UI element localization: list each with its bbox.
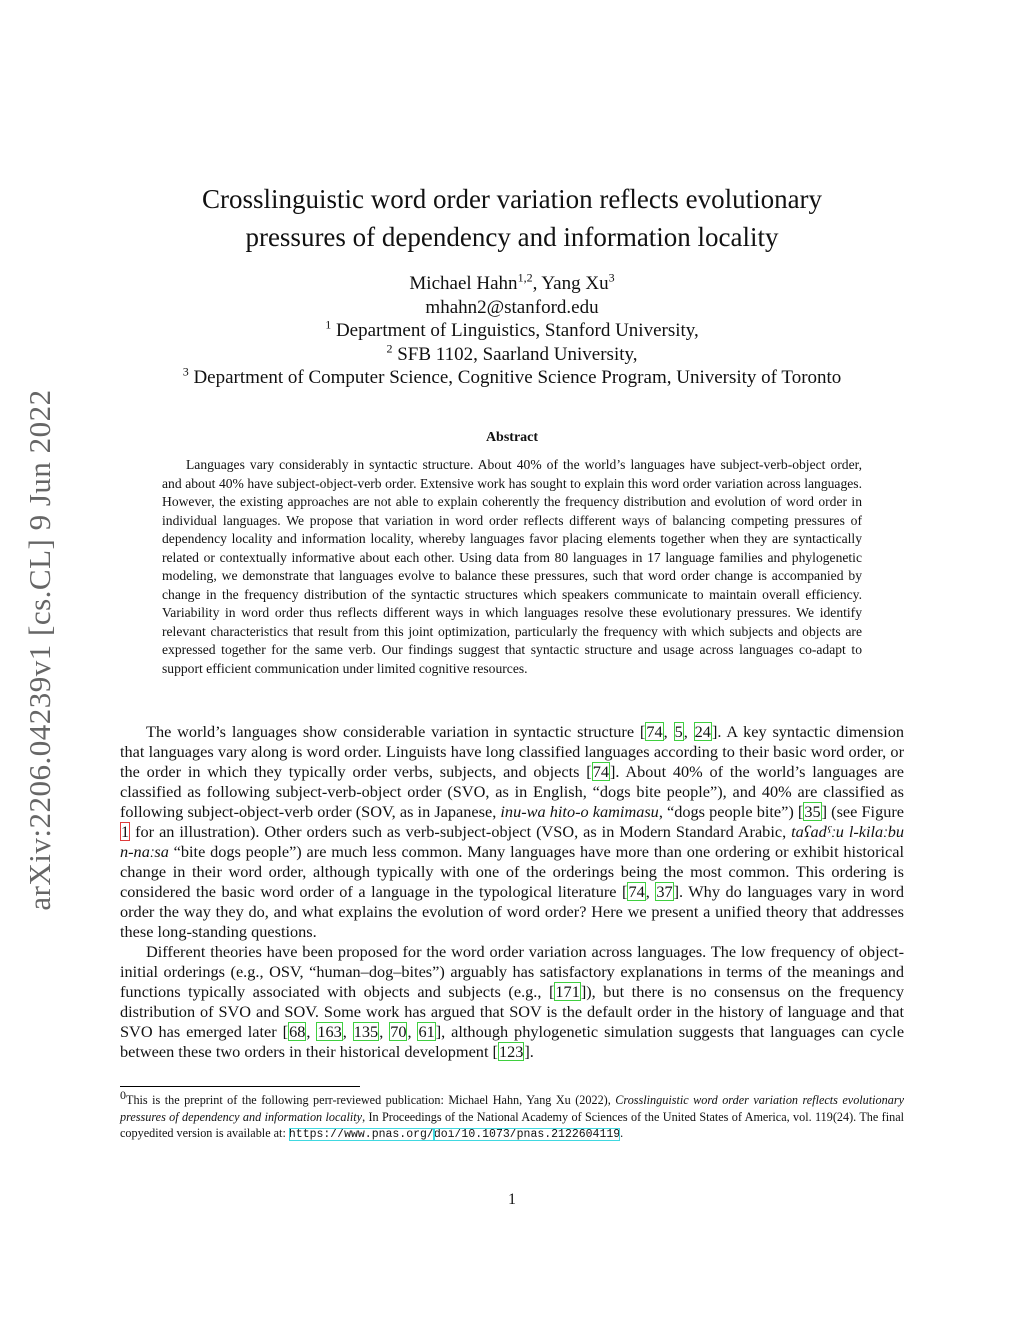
affiliation-2-text: SFB 1102, Saarland University,	[392, 343, 638, 365]
arxiv-stamp-text: arXiv:2206.04239v1 [cs.CL] 9 Jun 2022	[22, 389, 57, 911]
paper-title	[120, 180, 904, 256]
citation-link[interactable]: 74	[628, 882, 645, 901]
footnote-paper-title: Crosslinguistic word order variation reflects evolutionary pressures of dependency and information locality	[120, 1093, 904, 1124]
author-1-affiliation-marker: 1,2	[517, 270, 533, 285]
text-run: ]. Why do languages vary in word order the way they do, and what explains the evolution of word order? Here we present a unified theory that addresses these long-standing questions.	[120, 882, 904, 941]
text-run: ], although phylogenetic simulation suggests that languages can cycle between these two orders in their historical development [	[120, 1022, 905, 1061]
doi-url-link[interactable]: doi/10.1073/pnas.2122604119	[433, 1128, 621, 1141]
body-text	[120, 722, 904, 1062]
citation-link[interactable]: 74	[592, 762, 609, 781]
footnote	[120, 1087, 904, 1144]
text-run: The world’s languages show considerable variation in syntactic structure [	[146, 722, 646, 741]
footnote-text: .	[620, 1126, 624, 1140]
text-run: ].	[524, 1042, 534, 1061]
author-1: Michael Hahn	[409, 273, 518, 294]
author-names	[120, 272, 904, 296]
affiliation-2	[120, 343, 904, 367]
text-run: ]. About 40% of the world’s languages are classified as following subject-verb-object order (SVO, as in English, “dogs bite people”), and 40% are classified as following subject-object-verb order (SOV, as in Japanese,	[120, 762, 904, 821]
figure-reference-link[interactable]: 1	[121, 822, 130, 841]
citation-link[interactable]: 74	[646, 722, 663, 741]
text-run: for an illustration). Other orders such as verb-subject-object (VSO, as in Modern Standard Arabic,	[130, 822, 792, 841]
author-separator: ,	[532, 273, 542, 294]
citation-link[interactable]: 123	[498, 1042, 524, 1061]
citation-link[interactable]: 68	[289, 1022, 306, 1041]
affiliation-1-text: Department of Linguistics, Stanford University,	[331, 320, 699, 341]
abstract-heading: Abstract	[485, 430, 539, 445]
citation-link[interactable]: 163	[317, 1022, 342, 1041]
affiliation-2-marker: 2	[386, 341, 393, 356]
author-email: mhahn2@stanford.edu	[425, 296, 599, 318]
abstract-text: Languages vary considerably in syntactic structure. About 40% of the world’s languages have subject-verb-object order, and about 40% have subject-object-verb order. Extensive work has sought to explain this word order variation across languages. However, the existing approaches are not able to explain coherently the frequency distribution and evolution of word order in individual languages. We propose that variation in word order reflects different ways of balancing competing pressures of dependency locality and information locality, whereby languages favor placing elements together when they are syntactically related or contextually informative about each other. Using data from 80 languages in 17 language families and phylogenetic modeling, we demonstrate that languages evolve to balance these pressures, such that word order change is accompanied by change in the frequency distribution of the syntactic structures which speakers communicate to maintain overall efficiency. Variability in word order thus reflects different ways in which languages resolve these evolutionary pressures. We identify relevant characteristics that result from this joint optimization, particularly the frequency with which subjects and objects are expressed together for the same verb. Our findings suggest that syntactic structure and usage across languages co-adapt to support efficient communication under limited cognitive resources.	[162, 457, 862, 676]
citation-link[interactable]: 61	[418, 1022, 435, 1041]
citation-link[interactable]: 35	[804, 802, 821, 821]
footnote-marker: 0	[120, 1087, 126, 1102]
citation-link[interactable]: 171	[555, 982, 580, 1001]
affiliation-3-text: Department of Computer Science, Cognitive Science Program, University of Toronto	[188, 367, 842, 388]
example-japanese: inu-wa hito-o kamimasu	[500, 802, 659, 821]
paragraph-2: Different theories have been proposed for the word order variation across languages. The low frequency of object-initial orderings (e.g., OSV, “human–dog–bites”) arguably has satisfactory explanations in terms of the meanings and functions typically associated with objects and subjects (e.g., [171]), but there is no consensus on the frequency distribution of SVO and SOV. Some work has argued that SOV is the default order in the history of language and that SVO has emerged later [68, 163, 135, 70, 61], although phylogenetic simulation suggests that languages can cycle between these two orders in their historical development [123].	[120, 942, 905, 1061]
citation-link[interactable]: 24	[694, 722, 711, 741]
title-line-2: pressures of dependency and information locality	[245, 222, 779, 252]
text-run: Different theories have been proposed for the word order variation across languages. The low frequency of object-initial orderings (e.g., OSV, “human–dog–bites”) arguably has satisfactory explanations in terms of the meanings and functions typically associated with objects and subjects (e.g., [	[120, 942, 904, 1001]
citation-link[interactable]: 70	[390, 1022, 407, 1041]
arxiv-identifier-stamp[interactable]	[18, 370, 62, 930]
affiliation-1-marker: 1	[325, 317, 332, 332]
footnote-rule	[120, 1086, 360, 1087]
author-block	[120, 272, 904, 390]
text-run: ]. A key syntactic dimension that languages vary along is word order. Linguists have long classified languages according to their basic word order, or the order in which they typically order verbs, subjects, and objects [	[120, 722, 905, 781]
text-run: , “dogs people bite”) [	[658, 802, 804, 821]
author-2-affiliation-marker: 3	[608, 270, 615, 285]
example-arabic: taʕadˤːu l-kilaːbu n-naːsa	[120, 822, 904, 861]
affiliation-3	[120, 366, 904, 390]
title-line-1: Crosslinguistic word order variation reflects evolutionary	[201, 184, 823, 214]
text-run: ] (see Figure	[821, 802, 905, 821]
author-2: Yang Xu	[541, 273, 609, 294]
affiliation-3-marker: 3	[182, 364, 189, 379]
citation-link[interactable]: 5	[674, 722, 683, 741]
paragraph-1: The world’s languages show considerable variation in syntactic structure [74, 5, 24]. A key syntactic dimension that languages vary along is word order. Linguists have long classified languages according to their basic word order, or the order in which they typically order verbs, subjects, and objects [74]. About 40% of the world’s languages are classified as following subject-verb-object order (SVO, as in English, “dogs bite people”), and 40% are classified as following subject-object-verb order (SOV, as in Japanese, inu-wa hito-o kamimasu, “dogs people bite”) [35] (see Figure 1 for an illustration). Other orders such as verb-subject-object (VSO, as in Modern Standard Arabic, taʕadˤːu l-kilaːbu n-naːsa “bite dogs people”) are much less common. Many languages have more than one ordering or exhibit historical change in their word order, although typically with one of the orderings being the most common. This ordering is considered the basic word order of a language in the typological literature [74, 37]. Why do languages vary in word order the way they do, and what explains the evolution of word order? Here we present a unified theory that addresses these long-standing questions.	[120, 722, 905, 941]
citation-link[interactable]: 135	[353, 1022, 379, 1041]
doi-url-link[interactable]: https://www.pnas.org/	[288, 1128, 434, 1141]
footnote-text: This is the preprint of the following perr-reviewed publication: Michael Hahn, Yang Xu (2022),	[126, 1093, 616, 1107]
citation-link[interactable]: 37	[656, 882, 673, 901]
text-run: “bite dogs people”) are much less common. Many languages have more than one ordering or exhibit historical change in their word order, although typically with one of the orderings being the most common. This ordering is considered the basic word order of a language in the typological literature [	[120, 842, 904, 901]
footnote-text: , In Proceedings of the National Academy of Sciences of the United States of America, vol. 119(24). The final copyedited version is available at:	[120, 1109, 904, 1140]
page-number: 1	[508, 1191, 516, 1208]
text-run: ]), but there is no consensus on the frequency distribution of SVO and SOV. Some work has argued that SOV is the default order in the history of language and that SVO has emerged later [	[120, 982, 904, 1041]
affiliation-1	[120, 319, 904, 343]
